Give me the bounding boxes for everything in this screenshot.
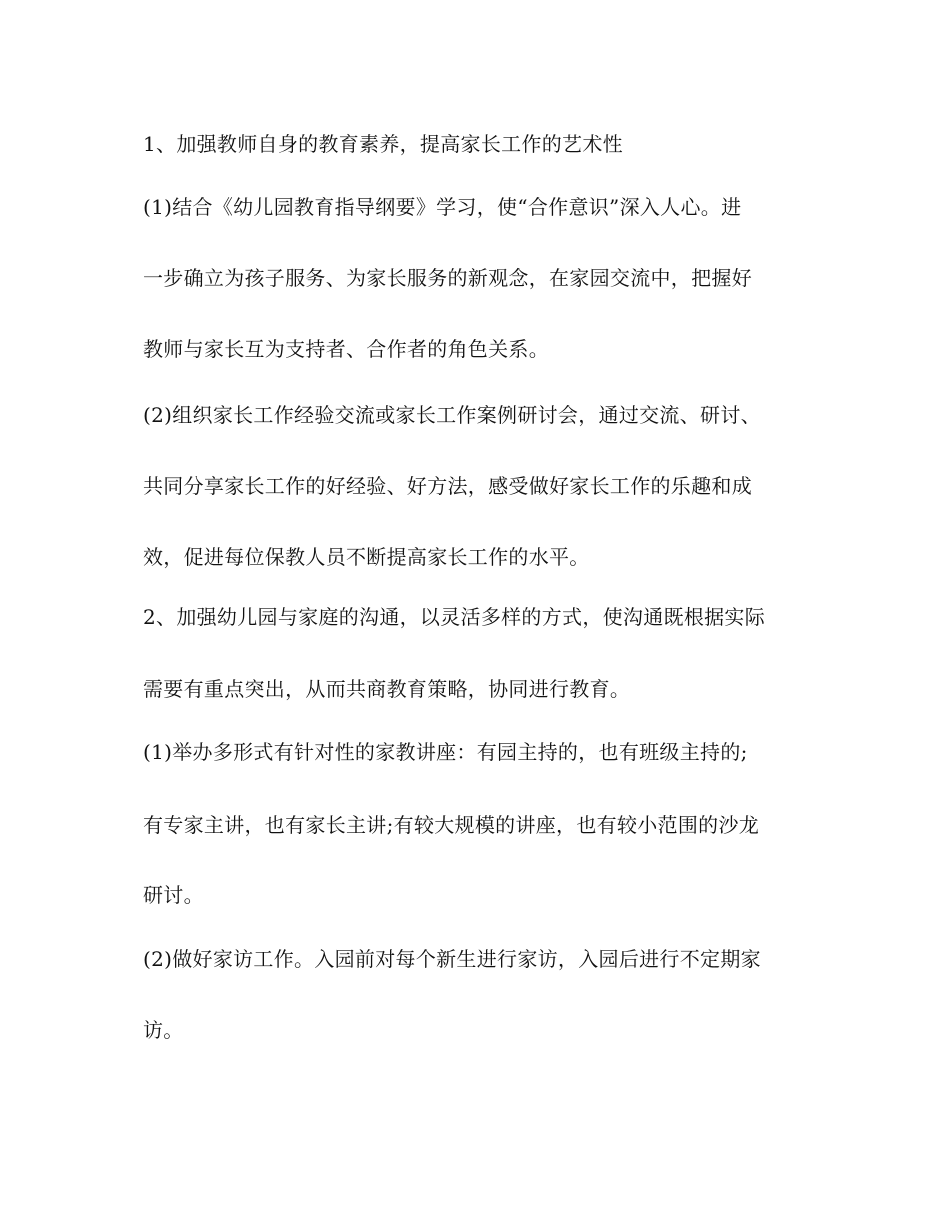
heading-section-1: 1、加强教师自身的教育素养，提高家长工作的艺术性 [143,132,623,156]
paragraph-line: (1)举办多形式有针对性的家教讲座：有园主持的，也有班级主持的; [143,740,748,764]
paragraph-line: (2)做好家访工作。入园前对每个新生进行家访，入园后进行不定期家 [143,947,761,971]
paragraph-line: 有专家主讲，也有家长主讲;有较大规模的讲座，也有较小范围的沙龙 [143,813,760,837]
heading-section-2: 2、加强幼儿园与家庭的沟通，以灵活多样的方式，使沟通既根据实际 [143,605,766,629]
paragraph-line: 需要有重点突出，从而共商教育策略，协同进行教育。 [143,677,631,701]
paragraph-line: 共同分享家长工作的好经验、好方法，感受做好家长工作的乐趣和成 [143,474,752,498]
paragraph-line: 一步确立为孩子服务、为家长服务的新观念，在家园交流中，把握好 [143,266,752,290]
paragraph-line: (1)结合《幼儿园教育指导纲要》学习，使“合作意识”深入人心。进 [143,195,742,219]
paragraph-line: (2)组织家长工作经验交流或家长工作案例研讨会，通过交流、研讨、 [143,403,761,427]
paragraph-line: 访。 [143,1018,184,1042]
paragraph-line: 研讨。 [143,883,204,907]
paragraph-line: 教师与家长互为支持者、合作者的角色关系。 [143,337,549,361]
paragraph-line: 效，促进每位保教人员不断提高家长工作的水平。 [143,545,590,569]
